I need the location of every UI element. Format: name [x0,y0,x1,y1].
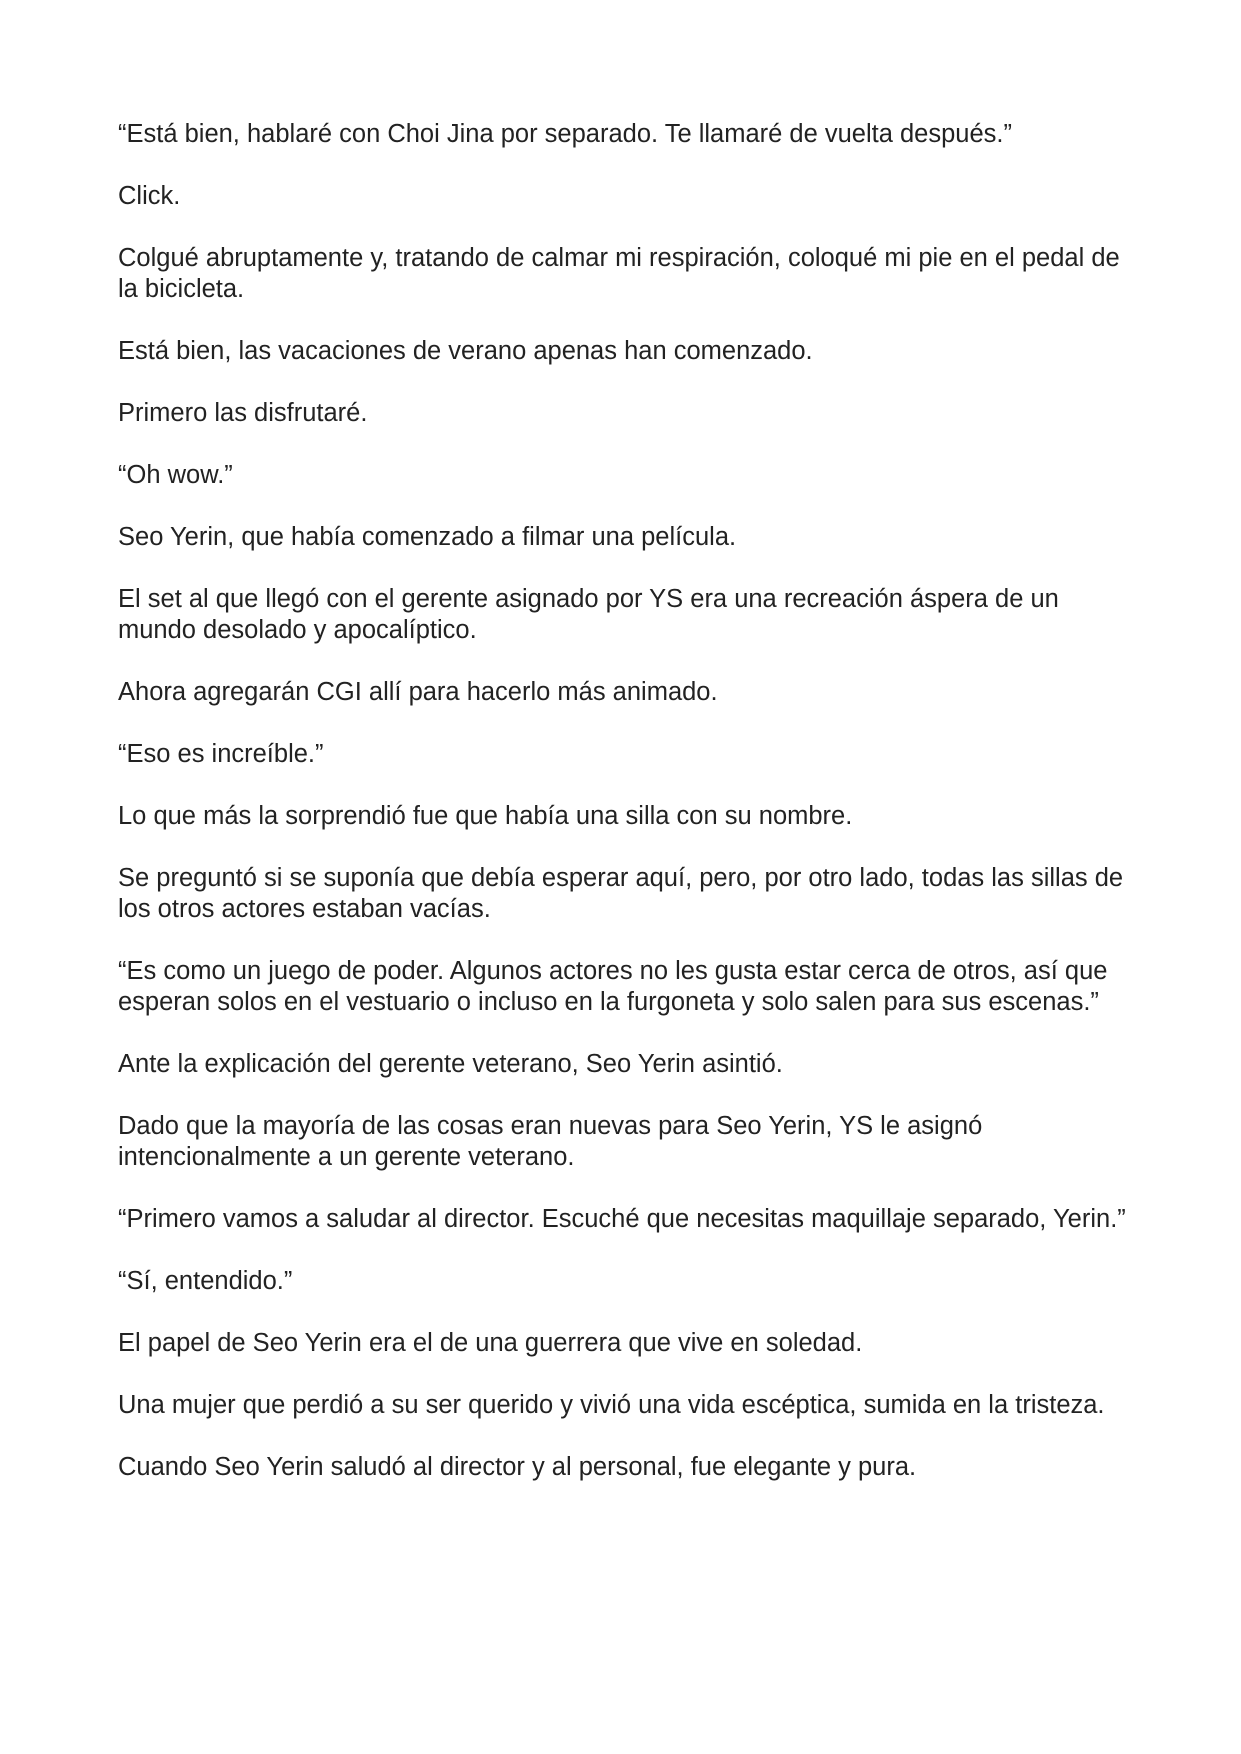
document-body [118,119,1138,1514]
paragraph: Primero las disfrutaré. [118,399,368,427]
paragraph: “Es como un juego de poder. Algunos actores no les gusta estar cerca de otros, así que esperan solos en el vestuario o incluso en la furgoneta y solo salen para sus escenas.” [118,957,1108,1016]
paragraph: Una mujer que perdió a su ser querido y vivió una vida escéptica, sumida en la tristeza. [118,1391,1105,1419]
paragraph: Dado que la mayoría de las cosas eran nuevas para Seo Yerin, YS le asignó intencionalmente a un gerente veterano. [118,1112,983,1171]
paragraph: Ante la explicación del gerente veterano, Seo Yerin asintió. [118,1050,783,1078]
paragraph: Está bien, las vacaciones de verano apenas han comenzado. [118,337,813,365]
paragraph: El set al que llegó con el gerente asignado por YS era una recreación áspera de un mundo desolado y apocalíptico. [118,585,1059,644]
paragraph: “Sí, entendido.” [118,1267,293,1295]
paragraph: Cuando Seo Yerin saludó al director y al personal, fue elegante y pura. [118,1453,917,1481]
paragraph: Se preguntó si se suponía que debía esperar aquí, pero, por otro lado, todas las sillas de los otros actores estaban vacías. [118,864,1124,923]
paragraph: “Está bien, hablaré con Choi Jina por separado. Te llamaré de vuelta después.” [118,120,1012,148]
paragraph: Click. [118,182,181,210]
paragraph: El papel de Seo Yerin era el de una guerrera que vive en soledad. [118,1329,863,1357]
paragraph: “Oh wow.” [118,461,233,489]
paragraph: Seo Yerin, que había comenzado a filmar una película. [118,523,737,551]
paragraph: “Primero vamos a saludar al director. Escuché que necesitas maquillaje separado, Yerin.” [118,1205,1126,1233]
paragraph: “Eso es increíble.” [118,740,324,768]
paragraph: Ahora agregarán CGI allí para hacerlo más animado. [118,678,718,706]
paragraph: Lo que más la sorprendió fue que había una silla con su nombre. [118,802,853,830]
paragraph: Colgué abruptamente y, tratando de calmar mi respiración, coloqué mi pie en el pedal de la bicicleta. [118,244,1120,303]
